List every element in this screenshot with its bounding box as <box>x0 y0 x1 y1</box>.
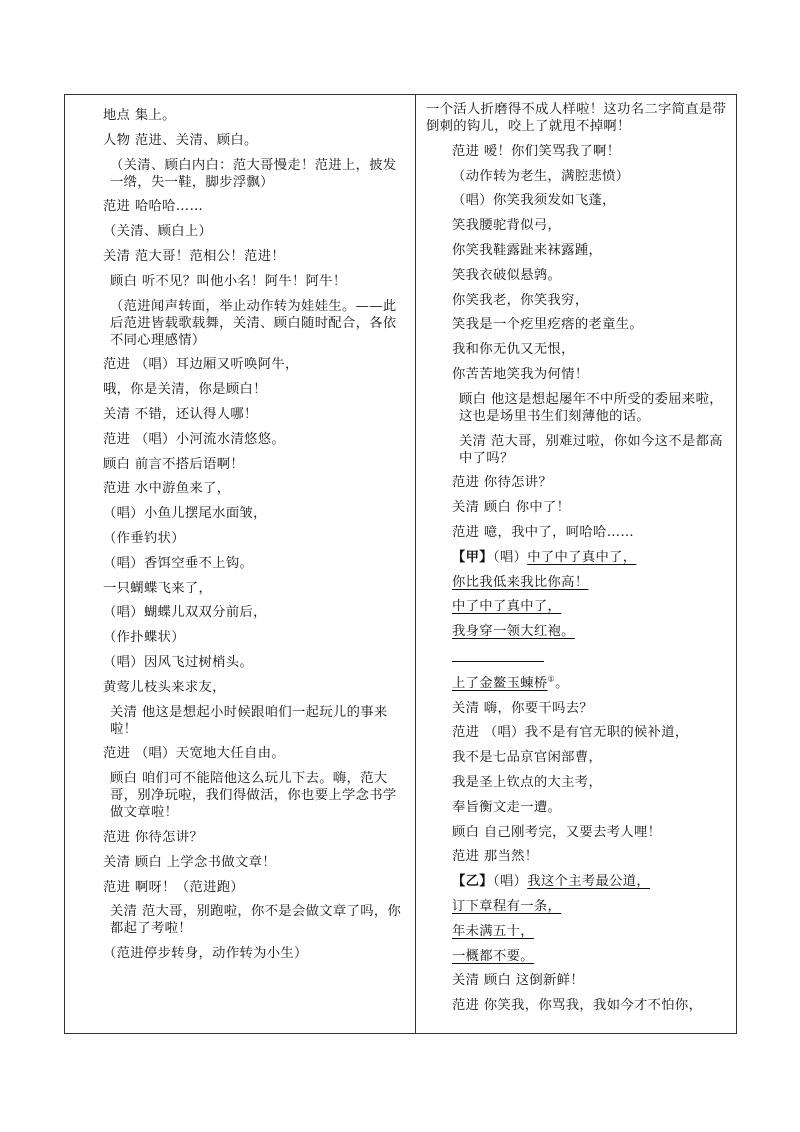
script-line <box>77 580 403 597</box>
line-text: 我是圣上钦点的大主考， <box>452 774 603 790</box>
line-text: 范进 （唱）小河流水清悠悠。 <box>103 431 285 447</box>
script-line <box>77 829 403 846</box>
script-line <box>77 770 403 821</box>
underlined-lyric: 中了中了真中了， <box>527 549 637 565</box>
script-line <box>77 945 403 962</box>
line-text: 范进 你待怎讲？ <box>103 829 204 845</box>
script-line <box>77 456 403 473</box>
footnote-marker: ① <box>547 674 556 684</box>
script-line <box>77 629 403 646</box>
script-line <box>426 391 729 425</box>
script-line <box>77 854 403 871</box>
line-text: 关清 范大哥，别难过啦，你如今这不是都高中了吗？ <box>459 433 723 466</box>
line-text: 范进 （唱）天宽地大任自由。 <box>103 746 285 762</box>
script-line <box>77 406 403 423</box>
script-line <box>77 107 403 124</box>
line-text: （关清、顾白内白：范大哥慢走！范进上，披发一绺，失一鞋，脚步浮飘） <box>110 157 397 190</box>
fill-in-blank <box>452 648 544 662</box>
line-text: 顾白 前言不搭后语啊！ <box>103 456 245 472</box>
line-text: 上了金鳌玉蝀桥 <box>452 675 548 691</box>
script-line <box>426 192 729 209</box>
script-line <box>77 223 403 240</box>
script-line <box>77 480 403 497</box>
line-text: 关清 他这是想起小时候跟咱们一起玩儿的事来啦！ <box>110 704 388 737</box>
line-text: 顾白 听不见？叫他小名！阿牛！阿牛！ <box>110 273 347 289</box>
line-text: （唱）因风飞过树梢头。 <box>103 654 254 670</box>
script-line <box>426 648 729 667</box>
line-text: 范进 那当然！ <box>452 849 539 865</box>
document-frame <box>64 94 737 1034</box>
line-text: 奉旨衡文走一遭。 <box>452 799 562 815</box>
line-text: （作垂钓状） <box>103 530 185 546</box>
script-line <box>426 749 729 766</box>
line-text: 你比我低来我比你高！ <box>452 574 589 590</box>
script-line <box>77 157 403 191</box>
script-line <box>426 873 729 890</box>
line-text: 关清 顾白 这倒新鲜！ <box>452 973 584 989</box>
script-line <box>426 217 729 234</box>
line-text: 顾白 他这是想起屡年不中所受的委屈来啦，这也是场里书生们刻薄他的话。 <box>459 391 723 424</box>
line-text: 关清 不错，还认得人哪！ <box>103 406 258 422</box>
script-line <box>77 604 403 621</box>
script-line <box>426 972 729 989</box>
right-column <box>417 95 737 1022</box>
line-text: 范进 噫，我中了，呵哈哈…… <box>452 524 634 540</box>
line-punctuation: 。 <box>555 675 569 691</box>
script-line <box>77 903 403 937</box>
script-line <box>426 923 729 940</box>
line-text: 地点 集上。 <box>103 108 176 123</box>
line-text: 范进 你待怎讲？ <box>452 475 553 491</box>
line-text: 笑我衣破似悬鹑。 <box>452 267 562 283</box>
line-text: （唱）你笑我须发如飞蓬， <box>452 193 616 209</box>
line-text: 我不是七品京官闲部曹， <box>452 750 603 766</box>
script-line <box>426 700 729 717</box>
line-text: 年未满五十， <box>452 923 534 939</box>
script-line <box>426 524 729 541</box>
line-text: （范进停步转身，动作转为小生） <box>103 946 308 962</box>
line-text: （唱）香饵空垂不上钩。 <box>103 555 254 571</box>
script-line <box>77 431 403 448</box>
line-text: 我和你无仇又无恨， <box>452 342 575 358</box>
sung-marker: （唱） <box>492 874 528 890</box>
line-text: 中了中了真中了， <box>452 599 562 615</box>
line-text: 关清 顾白 上学念书做文章！ <box>103 854 276 870</box>
script-line <box>426 598 729 615</box>
underlined-lyric: 我这个主考最公道， <box>527 874 651 890</box>
script-line <box>426 242 729 259</box>
script-line <box>426 724 729 741</box>
line-text: 一概都不要。 <box>452 948 534 964</box>
script-line <box>77 679 403 696</box>
line-text: （唱）蝴蝶儿双双分前后， <box>103 605 267 621</box>
line-text: （作扑蝶状） <box>103 630 185 646</box>
script-line <box>77 248 403 265</box>
script-line <box>426 267 729 284</box>
line-text: 范进 嗳！你们笑骂我了啊！ <box>452 143 621 159</box>
script-line <box>426 948 729 965</box>
section-tag: 【甲】 <box>452 549 493 565</box>
line-text: 关清 嗨，你要干吗去？ <box>452 700 594 716</box>
script-line <box>426 997 729 1014</box>
script-line <box>426 292 729 309</box>
line-text: 关清 范大哥，别跑啦，你不是会做文章了吗，你都起了考啦！ <box>110 904 402 937</box>
line-text: （动作转为老生，满腔悲愤） <box>452 168 630 184</box>
line-text: 你笑我鞋露趾来袜露踵， <box>452 242 603 258</box>
script-line <box>77 879 403 896</box>
line-text: 哦，你是关清，你是顾白！ <box>103 382 267 398</box>
script-line <box>77 381 403 398</box>
script-line <box>77 505 403 522</box>
line-text: 订下章程有一条， <box>452 898 562 914</box>
line-text: 你苦苦地笑我为何情！ <box>452 366 589 382</box>
line-text: 范进 （唱）耳边厢又听唤阿牛， <box>103 357 299 373</box>
script-line <box>426 168 729 185</box>
line-text: 关清 顾白 你中了！ <box>452 500 571 516</box>
line-text: 范进 （唱）我不是有官无职的候补道， <box>452 725 689 741</box>
script-line <box>77 356 403 373</box>
line-text: 范进 啊呀！（范进跑） <box>103 879 245 895</box>
sung-marker: （唱） <box>492 549 528 565</box>
script-line <box>77 298 403 349</box>
line-text: 顾白 咱们可不能陪他这么玩儿下去。嗨，范大哥，别净玩啦，我们得做活，你也要上学念书学做文章啦！ <box>110 771 397 821</box>
script-line <box>426 848 729 865</box>
script-line <box>426 799 729 816</box>
script-line <box>77 273 403 290</box>
line-text: 我身穿一领大红袍。 <box>452 624 575 640</box>
line-text: 关清 范大哥！范相公！范进！ <box>103 248 285 264</box>
line-text: 黄莺儿枝头来求友， <box>103 679 226 695</box>
script-line <box>77 132 403 149</box>
left-column <box>65 95 415 970</box>
script-line <box>426 143 729 160</box>
script-line <box>426 675 729 692</box>
column-divider <box>415 95 416 1033</box>
line-text: 笑我是一个疙里疙瘩的老童生。 <box>452 317 644 333</box>
script-line <box>77 555 403 572</box>
line-text: 范进 水中游鱼来了， <box>103 481 231 497</box>
script-line <box>426 101 729 135</box>
script-line <box>77 654 403 671</box>
script-line <box>426 623 729 640</box>
script-line <box>426 774 729 791</box>
line-text: 一个活人折磨得不成人样啦！这功名二字简直是带倒刺的钩儿，咬上了就甩不掉啊！ <box>426 102 727 134</box>
line-text: 范进 哈哈哈…… <box>103 199 204 215</box>
script-line <box>426 474 729 491</box>
script-line <box>426 549 729 566</box>
line-text: 一只蝴蝶飞来了， <box>103 580 213 596</box>
script-line <box>77 530 403 547</box>
script-line <box>426 824 729 841</box>
script-line <box>426 366 729 383</box>
line-text: 范进 你笑我，你骂我，我如今才不怕你， <box>452 998 703 1014</box>
script-line <box>426 898 729 915</box>
script-line <box>426 433 729 467</box>
line-text: 你笑我老，你笑我穷， <box>452 292 589 308</box>
line-text: 人物 范进、关清、顾白。 <box>103 132 258 148</box>
script-line <box>426 341 729 358</box>
line-text: 顾白 自己刚考完，又要去考人哩！ <box>452 824 662 840</box>
script-line <box>77 198 403 215</box>
line-text: 笑我腰驼背似弓， <box>452 218 562 234</box>
script-line <box>426 499 729 516</box>
script-line <box>77 745 403 762</box>
line-text: （唱）小鱼儿摆尾水面皱， <box>103 506 267 522</box>
line-text: （范进闻声转面，举止动作转为娃娃生。——此后范进皆载歌载舞，关清、顾白随时配合，各依不同心理感情） <box>110 298 397 348</box>
script-line <box>77 704 403 738</box>
script-line <box>426 574 729 591</box>
line-text: （关清、顾白上） <box>103 224 213 240</box>
section-tag: 【乙】 <box>452 874 493 890</box>
script-line <box>426 316 729 333</box>
